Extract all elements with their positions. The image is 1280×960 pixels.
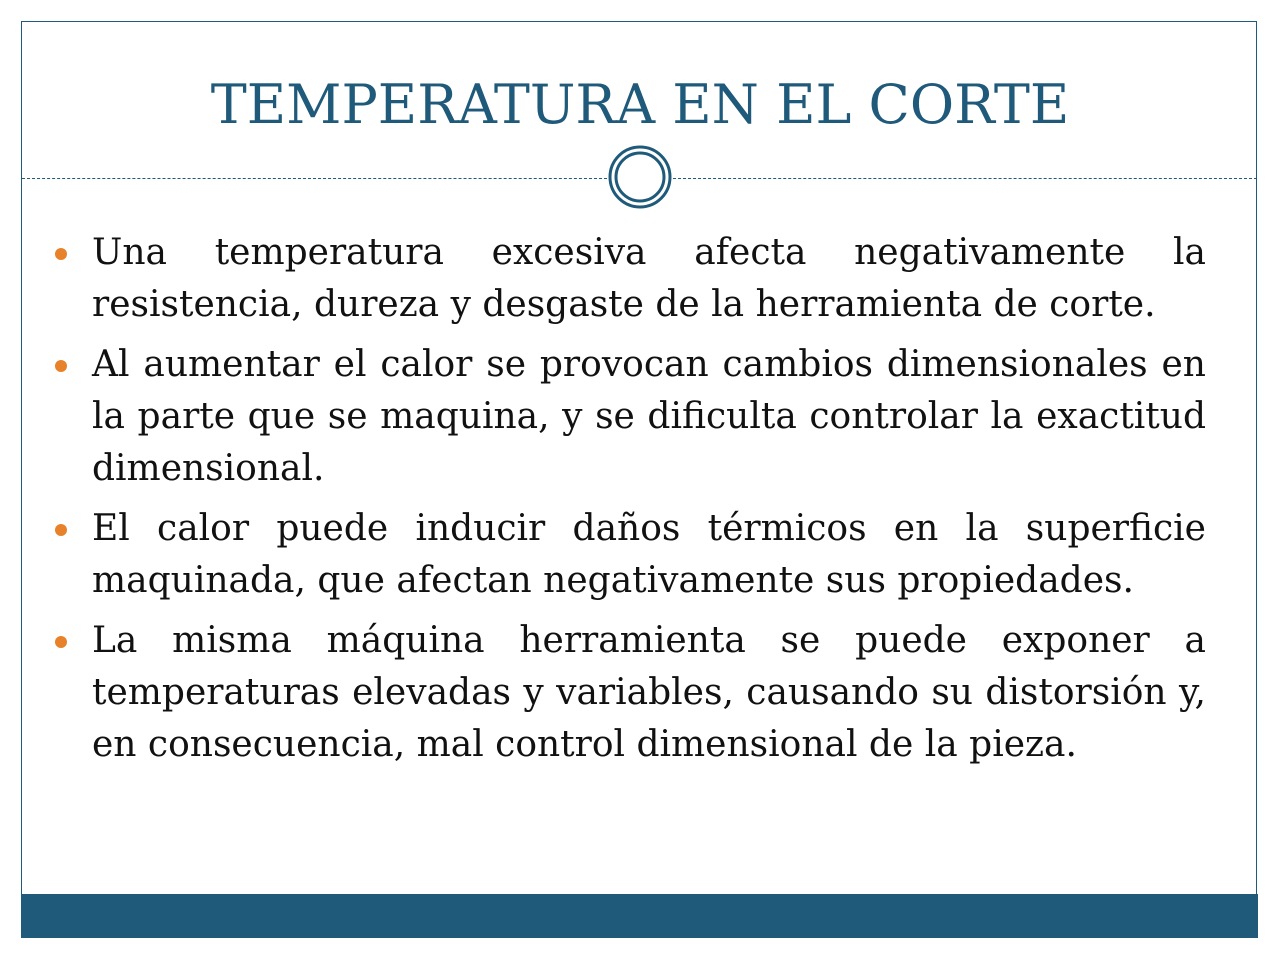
double-ring-icon [608,145,672,209]
dot-bullet-icon [55,524,67,536]
bullet-text: La misma máquina herramienta se puede exponer a temperaturas elevadas y variables, causando su distorsión y, en consecuencia, mal control dimensional de la pieza. [92,620,1206,765]
bullet-text: El calor puede inducir daños térmicos en la superficie maquinada, que afectan negativamente sus propiedades. [92,508,1206,601]
bullet-item [92,339,1206,495]
bullet-item [92,615,1206,771]
title-divider-left [22,178,607,179]
bullet-item [92,227,1206,331]
bullet-item [92,503,1206,607]
title-divider-right [673,178,1257,179]
slide-title: TEMPERATURA EN EL CORTE [210,73,1070,136]
dot-bullet-icon [55,636,67,648]
bullet-text: Al aumentar el calor se provocan cambios dimensionales en la parte que se maquina, y se dificulta controlar la exactitud dimensional. [92,344,1206,489]
dot-bullet-icon [55,248,67,260]
bullet-list [92,227,1206,779]
bullet-text: Una temperatura excesiva afecta negativamente la resistencia, dureza y desgaste de la herramienta de corte. [92,232,1206,325]
dot-bullet-icon [55,360,67,372]
footer-bar [21,894,1258,938]
